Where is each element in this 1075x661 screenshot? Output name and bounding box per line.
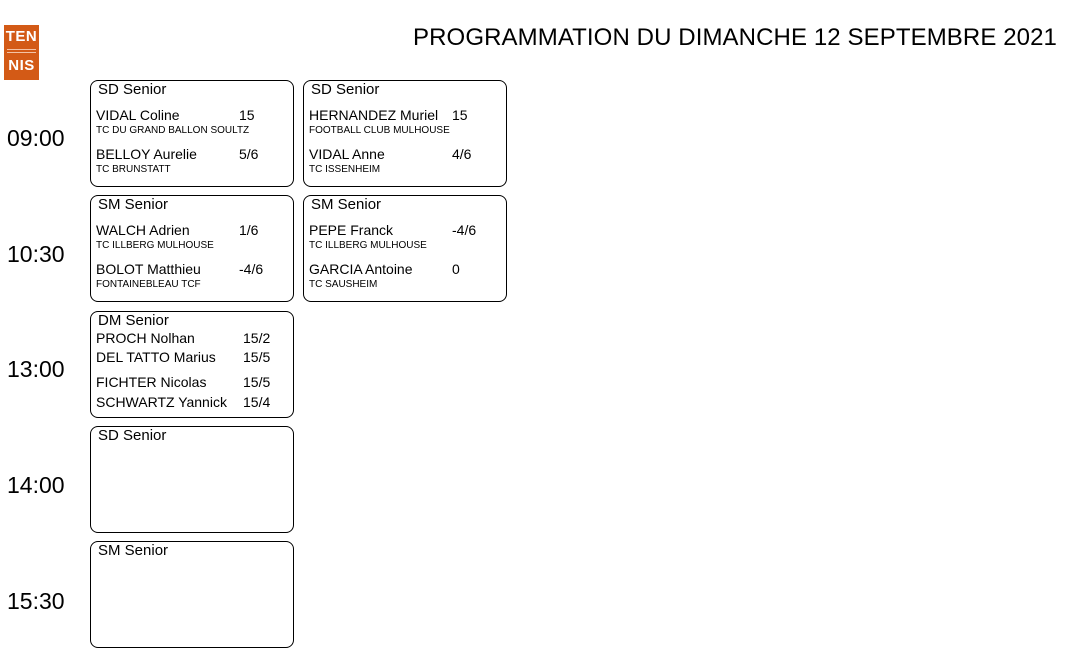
player-rank: 15 bbox=[452, 107, 468, 123]
player-rank: 15/2 bbox=[243, 330, 271, 346]
match-card bbox=[90, 311, 294, 418]
match-category: SM Senior bbox=[311, 196, 382, 213]
player-name: BOLOT Matthieu bbox=[96, 261, 201, 277]
logo-text-top: TEN bbox=[5, 28, 38, 45]
player-rank: 4/6 bbox=[452, 146, 472, 162]
player-name: WALCH Adrien bbox=[96, 222, 190, 238]
player-club: TC DU GRAND BALLON SOULTZ bbox=[96, 125, 250, 136]
player-club: TC ILLBERG MULHOUSE bbox=[96, 240, 214, 251]
match-card bbox=[90, 541, 294, 648]
player-name: FICHTER Nicolas bbox=[96, 374, 207, 390]
player-rank: 15/4 bbox=[243, 394, 271, 410]
player-name: VIDAL Anne bbox=[309, 146, 385, 162]
player-name: DEL TATTO Marius bbox=[96, 349, 216, 365]
player-club: TC ILLBERG MULHOUSE bbox=[309, 240, 427, 251]
match-category: SM Senior bbox=[98, 196, 169, 213]
time-slot-0900: 09:00 bbox=[7, 125, 65, 151]
player-club: TC BRUNSTATT bbox=[96, 164, 171, 175]
player-name: BELLOY Aurelie bbox=[96, 146, 197, 162]
player-club: TC ISSENHEIM bbox=[309, 164, 381, 175]
match-category: SD Senior bbox=[98, 81, 167, 98]
logo-text-bottom: NIS bbox=[8, 57, 35, 74]
match-card bbox=[303, 80, 507, 187]
match-category: DM Senior bbox=[98, 312, 169, 329]
player-club: TC SAUSHEIM bbox=[309, 279, 378, 290]
match-card bbox=[90, 426, 294, 533]
time-slot-1030: 10:30 bbox=[7, 241, 65, 267]
player-rank: -4/6 bbox=[239, 261, 264, 277]
player-name: SCHWARTZ Yannick bbox=[96, 394, 227, 410]
match-card bbox=[90, 80, 294, 187]
player-rank: 15 bbox=[239, 107, 255, 123]
match-category: SD Senior bbox=[98, 427, 167, 444]
player-rank: 15/5 bbox=[243, 374, 271, 390]
match-card bbox=[303, 195, 507, 302]
player-entry bbox=[96, 349, 286, 365]
logo-subtitle-lines bbox=[7, 47, 36, 55]
time-slot-1530: 15:30 bbox=[7, 588, 65, 614]
player-entry bbox=[96, 330, 286, 346]
player-rank: -4/6 bbox=[452, 222, 477, 238]
player-name: PROCH Nolhan bbox=[96, 330, 195, 346]
player-rank: 15/5 bbox=[243, 349, 271, 365]
time-slot-1300: 13:00 bbox=[7, 356, 65, 382]
player-name: VIDAL Coline bbox=[96, 107, 180, 123]
match-category: SM Senior bbox=[98, 542, 169, 559]
player-rank: 1/6 bbox=[239, 222, 259, 238]
player-entry bbox=[96, 374, 286, 390]
match-card bbox=[90, 195, 294, 302]
player-rank: 0 bbox=[452, 261, 460, 277]
match-category: SD Senior bbox=[311, 81, 380, 98]
time-slot-1400: 14:00 bbox=[7, 472, 65, 498]
page-title: PROGRAMMATION DU DIMANCHE 12 SEPTEMBRE 2021 bbox=[413, 24, 1057, 51]
player-club: FOOTBALL CLUB MULHOUSE bbox=[309, 125, 450, 136]
tennis-logo bbox=[4, 25, 39, 80]
player-club: FONTAINEBLEAU TCF bbox=[96, 279, 201, 290]
player-name: HERNANDEZ Muriel bbox=[309, 107, 439, 123]
player-name: PEPE Franck bbox=[309, 222, 394, 238]
player-name: GARCIA Antoine bbox=[309, 261, 413, 277]
player-rank: 5/6 bbox=[239, 146, 259, 162]
player-entry bbox=[96, 394, 286, 410]
